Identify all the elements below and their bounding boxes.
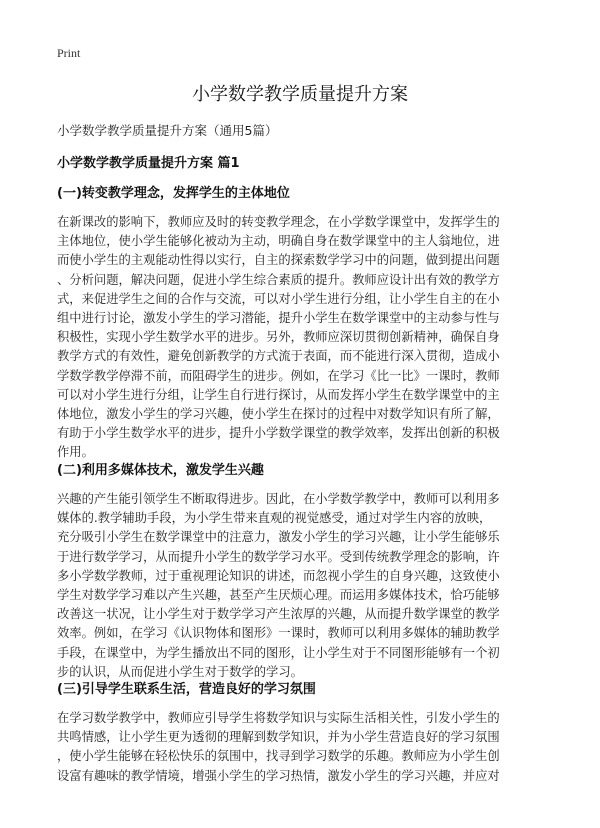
section-heading-1: (一)转变教学理念，发挥学生的主体地位 <box>57 186 290 201</box>
document-subtitle: 小学数学教学质量提升方案（通用5篇） <box>57 123 278 138</box>
paragraph-line: 充分吸引小学生在数学课堂中的注意力，激发小学生的学习兴趣，让小学生能够乐 <box>57 530 500 545</box>
paragraph-line: 在新课改的影响下，教师应及时的转变教学理念，在小学数学课堂中，发挥学生的 <box>57 215 500 229</box>
paragraph-line: 改善这一状况，让小学生对于数学学习产生浓厚的兴趣，从而提升数学课堂的教学 <box>57 607 500 622</box>
paragraph-line: 手段，在课堂中，为学生播放出不同的图形，让小学生对于不同图形能够有一个初 <box>57 645 500 660</box>
paragraph-line: 效率。例如，在学习《认识物体和图形》一课时，教师可以利用多媒体的辅助教学 <box>57 626 500 641</box>
paragraph-line: 步的认识，从而促进小学生对于数学的学习。 <box>57 664 303 679</box>
paragraph-line: 有助于小学生数学水平的进步，提升小学数学课堂的教学效率，发挥出创新的积极 <box>57 426 500 441</box>
paragraph-line: 设富有趣味的教学情境，增强小学生的学习热情，激发小学生的学习兴趣，并应对 <box>57 768 500 783</box>
paragraph-line: ，使小学生能够在轻松快乐的氛围中，找寻到学习数学的乐趣。教师应为小学生创 <box>57 749 500 764</box>
paragraph-line: 于进行数学学习，从而提升小学生的数学学习水平。受到传统教学理念的影响，许 <box>57 549 500 564</box>
section-paragraph-2 <box>57 490 549 682</box>
paragraph-line: 体地位，激发小学生的学习兴趣，使小学生在探讨的过程中对数学知识有所了解， <box>57 406 500 421</box>
paragraph-line: 而使小学生的主观能动性得以实行，自主的探索数学学习中的问题，做到提出问题 <box>57 253 500 268</box>
article-heading: 小学数学教学质量提升方案 篇1 <box>57 156 240 171</box>
paragraph-line: 可以对小学生进行分组，让学生自行进行探讨，从而发挥小学生在数学课堂中的主 <box>57 387 500 402</box>
paragraph-line: 式，来促进学生之间的合作与交流，可以对小学生进行分组，让小学生自主的在小 <box>57 291 500 306</box>
paragraph-line: 兴趣的产生能引领学生不断取得进步。因此，在小学数学教学中，教师可以利用多 <box>57 492 500 506</box>
paragraph-line: 作用。 <box>57 445 94 460</box>
paragraph-line: 组中进行讨论，激发小学生的学习潜能，提升小学生在数学课堂中的主动参与性与 <box>57 310 500 325</box>
paragraph-line: 共鸣情感，让小学生更为透彻的理解到数学知识，并为小学生营造良好的学习氛围 <box>57 730 500 745</box>
section-paragraph-1 <box>57 213 549 462</box>
paragraph-line: 积极性，实现小学生数学水平的进步。另外，教师应深切贯彻创新精神，确保自身 <box>57 330 500 345</box>
paragraph-line: 教学方式的有效性，避免创新教学的方式流于表面，而不能进行深入贯彻，造成小 <box>57 349 500 364</box>
paragraph-line: 、分析问题，解决问题，促进小学生综合素质的提升。教师应设计出有效的教学方 <box>57 272 500 287</box>
paragraph-line: 多小学数学教师，过于重视理论知识的讲述，而忽视小学生的自身兴趣，这致使小 <box>57 568 500 583</box>
paragraph-line: 主体地位，使小学生能够化被动为主动，明确自身在数学课堂中的主人翁地位，进 <box>57 234 500 249</box>
paragraph-line: 媒体的.教学辅助手段，为小学生带来直观的视觉感受，通过对学生内容的放映， <box>57 511 492 526</box>
paragraph-line: 在学习数学教学中，教师应引导学生将数学知识与实际生活相关性，引发小学生的 <box>57 711 500 725</box>
section-heading-3: (三)引导学生联系生活，营造良好的学习氛围 <box>57 682 316 697</box>
print-label: Print <box>57 46 81 60</box>
paragraph-line: 学数学教学停滞不前，而阻碍学生的进步。例如，在学习《比一比》一课时，教师 <box>57 368 500 383</box>
document-title: 小学数学教学质量提升方案 <box>192 84 408 105</box>
section-paragraph-3 <box>57 709 549 786</box>
section-heading-2: (二)利用多媒体技术，激发学生兴趣 <box>57 463 264 478</box>
paragraph-line: 学生对数学学习难以产生兴趣，甚至产生厌烦心理。而运用多媒体技术，恰巧能够 <box>57 587 500 602</box>
